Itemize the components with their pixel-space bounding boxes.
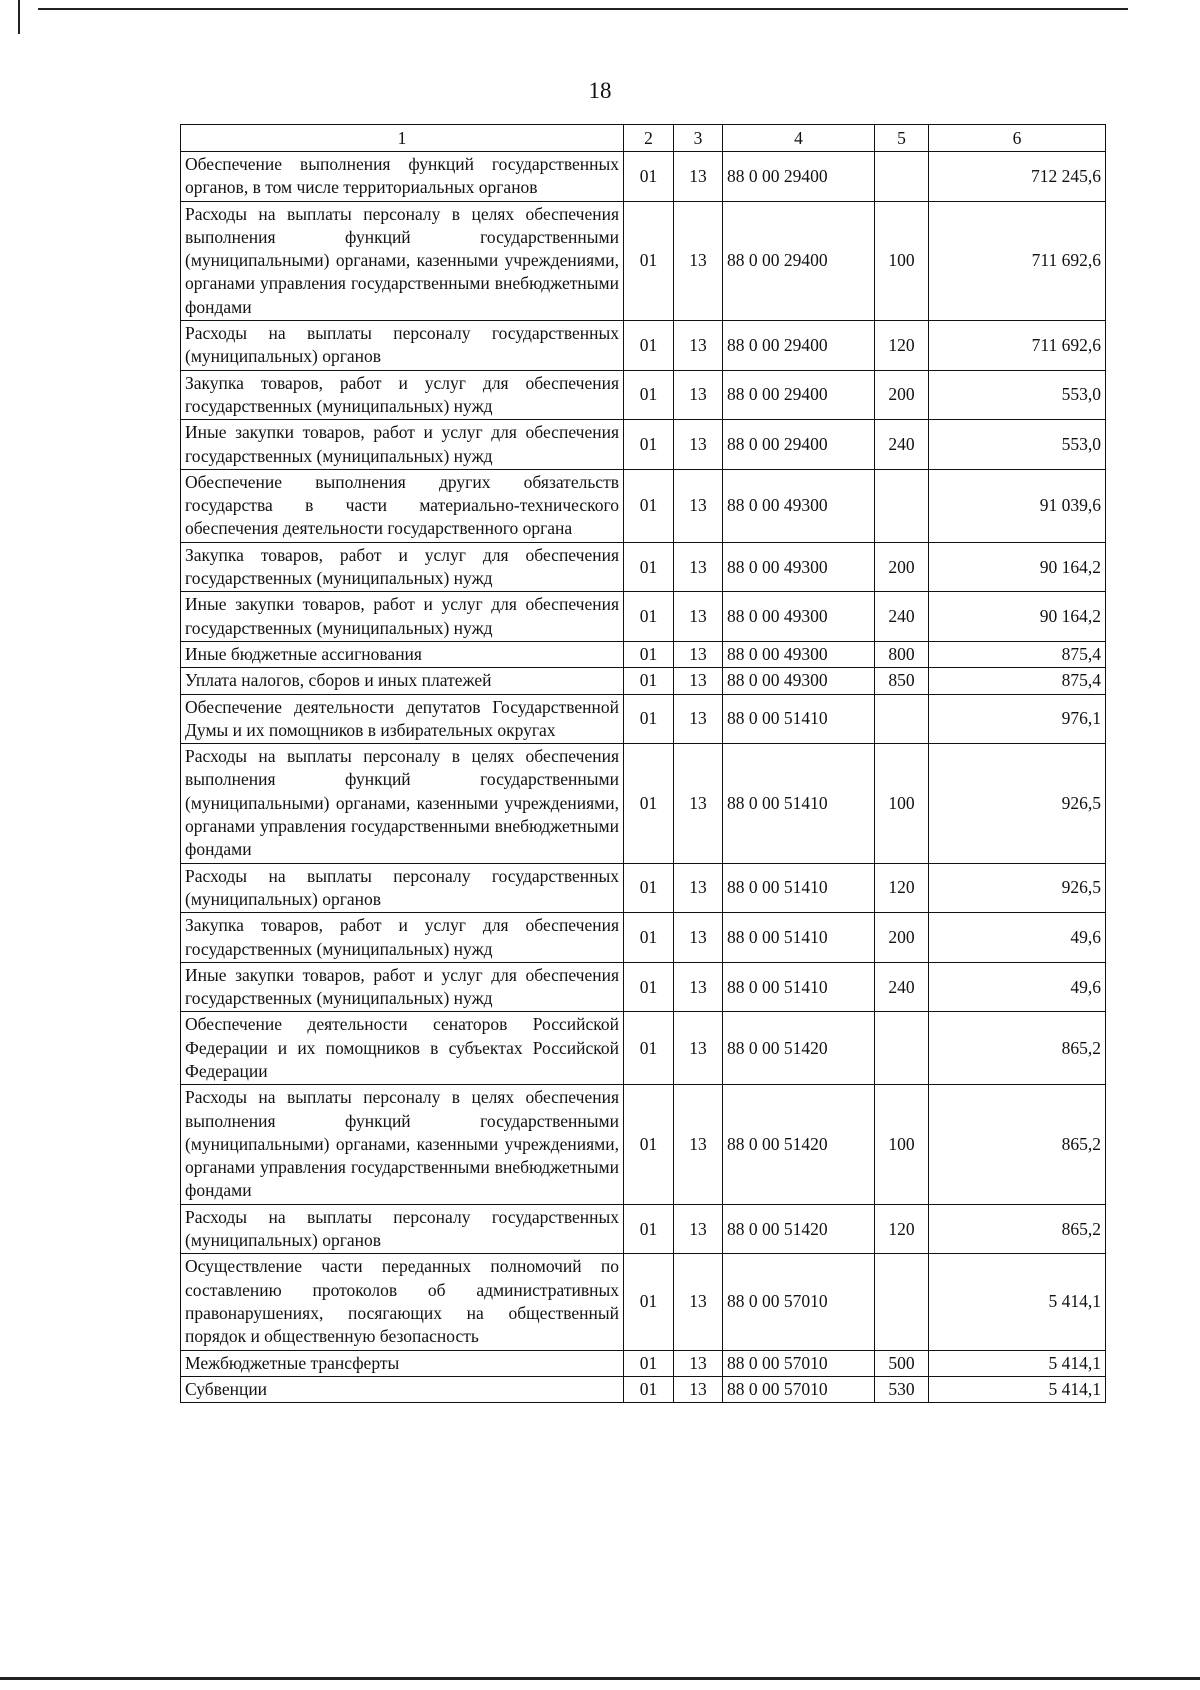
item-name-cell: Иные закупки товаров, работ и услуг для обеспечения государственных (муниципальных) нужд — [181, 592, 624, 642]
subsection-code-cell: 13 — [674, 694, 723, 744]
expense-type-cell — [875, 1254, 929, 1350]
subsection-code-cell: 13 — [674, 152, 723, 202]
amount-cell: 90 164,2 — [929, 542, 1106, 592]
table-row — [181, 370, 1106, 420]
table-row — [181, 962, 1106, 1012]
item-name-cell: Иные бюджетные ассигнования — [181, 641, 624, 667]
amount-cell: 976,1 — [929, 694, 1106, 744]
header-cell: 4 — [723, 125, 875, 152]
section-code-cell: 01 — [624, 962, 674, 1012]
amount-cell: 865,2 — [929, 1204, 1106, 1254]
target-article-cell: 88 0 00 51420 — [723, 1012, 875, 1085]
subsection-code-cell: 13 — [674, 1254, 723, 1350]
item-name-cell: Расходы на выплаты персоналу государственных (муниципальных) органов — [181, 863, 624, 913]
table-row — [181, 1012, 1106, 1085]
expense-type-cell: 100 — [875, 1085, 929, 1204]
target-article-cell: 88 0 00 51410 — [723, 962, 875, 1012]
page-number: 18 — [588, 78, 612, 103]
item-name-cell: Иные закупки товаров, работ и услуг для обеспечения государственных (муниципальных) нужд — [181, 420, 624, 470]
expense-type-cell: 240 — [875, 592, 929, 642]
item-name-cell: Закупка товаров, работ и услуг для обеспечения государственных (муниципальных) нужд — [181, 542, 624, 592]
amount-cell: 711 692,6 — [929, 201, 1106, 320]
target-article-cell: 88 0 00 51420 — [723, 1085, 875, 1204]
expense-type-cell: 120 — [875, 1204, 929, 1254]
target-article-cell: 88 0 00 51410 — [723, 694, 875, 744]
subsection-code-cell: 13 — [674, 1012, 723, 1085]
item-name-cell: Обеспечение выполнения функций государственных органов, в том числе территориальных органов — [181, 152, 624, 202]
amount-cell: 553,0 — [929, 370, 1106, 420]
item-name-cell: Закупка товаров, работ и услуг для обеспечения государственных (муниципальных) нужд — [181, 370, 624, 420]
table-row — [181, 542, 1106, 592]
expense-type-cell: 240 — [875, 420, 929, 470]
header-cell: 2 — [624, 125, 674, 152]
item-name-cell: Иные закупки товаров, работ и услуг для обеспечения государственных (муниципальных) нужд — [181, 962, 624, 1012]
section-code-cell: 01 — [624, 744, 674, 863]
item-name-cell: Межбюджетные трансферты — [181, 1350, 624, 1376]
table-row — [181, 1204, 1106, 1254]
table-row — [181, 420, 1106, 470]
amount-cell: 926,5 — [929, 863, 1106, 913]
section-code-cell: 01 — [624, 694, 674, 744]
section-code-cell: 01 — [624, 1350, 674, 1376]
table-row — [181, 913, 1106, 963]
target-article-cell: 88 0 00 29400 — [723, 152, 875, 202]
section-code-cell: 01 — [624, 1204, 674, 1254]
amount-cell: 49,6 — [929, 913, 1106, 963]
subsection-code-cell: 13 — [674, 962, 723, 1012]
target-article-cell: 88 0 00 57010 — [723, 1376, 875, 1402]
table-row — [181, 744, 1106, 863]
table-row — [181, 641, 1106, 667]
amount-cell: 5 414,1 — [929, 1376, 1106, 1402]
scan-bottom-edge — [0, 1677, 1200, 1680]
table-row — [181, 592, 1106, 642]
header-cell: 5 — [875, 125, 929, 152]
table-row — [181, 694, 1106, 744]
subsection-code-cell: 13 — [674, 913, 723, 963]
section-code-cell: 01 — [624, 641, 674, 667]
subsection-code-cell: 13 — [674, 420, 723, 470]
expense-type-cell — [875, 469, 929, 542]
table-row — [181, 1254, 1106, 1350]
table-row — [181, 201, 1106, 320]
section-code-cell: 01 — [624, 1085, 674, 1204]
scan-left-edge — [18, 0, 20, 34]
scan-top-edge — [38, 8, 1128, 10]
item-name-cell: Расходы на выплаты персоналу государственных (муниципальных) органов — [181, 1204, 624, 1254]
target-article-cell: 88 0 00 51410 — [723, 913, 875, 963]
expense-type-cell — [875, 694, 929, 744]
expense-type-cell: 800 — [875, 641, 929, 667]
budget-table — [180, 124, 1106, 1403]
section-code-cell: 01 — [624, 592, 674, 642]
amount-cell: 875,4 — [929, 668, 1106, 694]
table-row — [181, 668, 1106, 694]
subsection-code-cell: 13 — [674, 1350, 723, 1376]
target-article-cell: 88 0 00 29400 — [723, 370, 875, 420]
header-cell: 6 — [929, 125, 1106, 152]
expense-type-cell: 530 — [875, 1376, 929, 1402]
item-name-cell: Расходы на выплаты персоналу в целях обеспечения выполнения функций государственными (муниципальными) органами, казенными учреждениями, органами управления государственными внебюджетными фондами — [181, 201, 624, 320]
item-name-cell: Обеспечение выполнения других обязательств государства в части материально-технического обеспечения деятельности государственного органа — [181, 469, 624, 542]
expense-type-cell: 500 — [875, 1350, 929, 1376]
expense-type-cell: 240 — [875, 962, 929, 1012]
target-article-cell: 88 0 00 57010 — [723, 1350, 875, 1376]
expense-type-cell: 850 — [875, 668, 929, 694]
section-code-cell: 01 — [624, 668, 674, 694]
expense-type-cell: 200 — [875, 542, 929, 592]
amount-cell: 711 692,6 — [929, 321, 1106, 371]
item-name-cell: Уплата налогов, сборов и иных платежей — [181, 668, 624, 694]
section-code-cell: 01 — [624, 1012, 674, 1085]
subsection-code-cell: 13 — [674, 744, 723, 863]
amount-cell: 865,2 — [929, 1012, 1106, 1085]
expense-type-cell — [875, 1012, 929, 1085]
subsection-code-cell: 13 — [674, 1085, 723, 1204]
amount-cell: 553,0 — [929, 420, 1106, 470]
table-row — [181, 321, 1106, 371]
section-code-cell: 01 — [624, 420, 674, 470]
subsection-code-cell: 13 — [674, 641, 723, 667]
section-code-cell: 01 — [624, 863, 674, 913]
expense-type-cell — [875, 152, 929, 202]
header-row — [181, 125, 1106, 152]
subsection-code-cell: 13 — [674, 321, 723, 371]
header-cell: 1 — [181, 125, 624, 152]
expense-type-cell: 100 — [875, 201, 929, 320]
section-code-cell: 01 — [624, 1376, 674, 1402]
expense-type-cell: 200 — [875, 370, 929, 420]
amount-cell: 712 245,6 — [929, 152, 1106, 202]
subsection-code-cell: 13 — [674, 668, 723, 694]
target-article-cell: 88 0 00 49300 — [723, 641, 875, 667]
target-article-cell: 88 0 00 49300 — [723, 592, 875, 642]
section-code-cell: 01 — [624, 370, 674, 420]
target-article-cell: 88 0 00 49300 — [723, 668, 875, 694]
subsection-code-cell: 13 — [674, 1376, 723, 1402]
table-row — [181, 1085, 1106, 1204]
subsection-code-cell: 13 — [674, 370, 723, 420]
section-code-cell: 01 — [624, 542, 674, 592]
amount-cell: 91 039,6 — [929, 469, 1106, 542]
target-article-cell: 88 0 00 29400 — [723, 420, 875, 470]
subsection-code-cell: 13 — [674, 542, 723, 592]
item-name-cell: Расходы на выплаты персоналу государственных (муниципальных) органов — [181, 321, 624, 371]
section-code-cell: 01 — [624, 201, 674, 320]
section-code-cell: 01 — [624, 913, 674, 963]
amount-cell: 5 414,1 — [929, 1350, 1106, 1376]
item-name-cell: Расходы на выплаты персоналу в целях обеспечения выполнения функций государственными (муниципальными) органами, казенными учреждениями, органами управления государственными внебюджетными фондами — [181, 744, 624, 863]
amount-cell: 49,6 — [929, 962, 1106, 1012]
subsection-code-cell: 13 — [674, 1204, 723, 1254]
amount-cell: 875,4 — [929, 641, 1106, 667]
amount-cell: 5 414,1 — [929, 1254, 1106, 1350]
target-article-cell: 88 0 00 57010 — [723, 1254, 875, 1350]
target-article-cell: 88 0 00 29400 — [723, 321, 875, 371]
subsection-code-cell: 13 — [674, 592, 723, 642]
subsection-code-cell: 13 — [674, 469, 723, 542]
target-article-cell: 88 0 00 51410 — [723, 744, 875, 863]
table-row — [181, 152, 1106, 202]
item-name-cell: Осуществление части переданных полномочий по составлению протоколов об административных правонарушениях, посягающих на общественный порядок и общественную безопасность — [181, 1254, 624, 1350]
target-article-cell: 88 0 00 51410 — [723, 863, 875, 913]
expense-type-cell: 120 — [875, 321, 929, 371]
item-name-cell: Расходы на выплаты персоналу в целях обеспечения выполнения функций государственными (муниципальными) органами, казенными учреждениями, органами управления государственными внебюджетными фондами — [181, 1085, 624, 1204]
amount-cell: 926,5 — [929, 744, 1106, 863]
table-row — [181, 469, 1106, 542]
item-name-cell: Субвенции — [181, 1376, 624, 1402]
target-article-cell: 88 0 00 51420 — [723, 1204, 875, 1254]
item-name-cell: Закупка товаров, работ и услуг для обеспечения государственных (муниципальных) нужд — [181, 913, 624, 963]
subsection-code-cell: 13 — [674, 201, 723, 320]
target-article-cell: 88 0 00 49300 — [723, 469, 875, 542]
table-row — [181, 1376, 1106, 1402]
item-name-cell: Обеспечение деятельности сенаторов Российской Федерации и их помощников в субъектах Российской Федерации — [181, 1012, 624, 1085]
target-article-cell: 88 0 00 29400 — [723, 201, 875, 320]
expense-type-cell: 200 — [875, 913, 929, 963]
section-code-cell: 01 — [624, 152, 674, 202]
expense-type-cell: 100 — [875, 744, 929, 863]
amount-cell: 865,2 — [929, 1085, 1106, 1204]
table-row — [181, 863, 1106, 913]
header-cell: 3 — [674, 125, 723, 152]
table-row — [181, 1350, 1106, 1376]
section-code-cell: 01 — [624, 1254, 674, 1350]
table-body — [181, 152, 1106, 1403]
section-code-cell: 01 — [624, 469, 674, 542]
amount-cell: 90 164,2 — [929, 592, 1106, 642]
subsection-code-cell: 13 — [674, 863, 723, 913]
target-article-cell: 88 0 00 49300 — [723, 542, 875, 592]
expense-type-cell: 120 — [875, 863, 929, 913]
section-code-cell: 01 — [624, 321, 674, 371]
item-name-cell: Обеспечение деятельности депутатов Государственной Думы и их помощников в избирательных округах — [181, 694, 624, 744]
